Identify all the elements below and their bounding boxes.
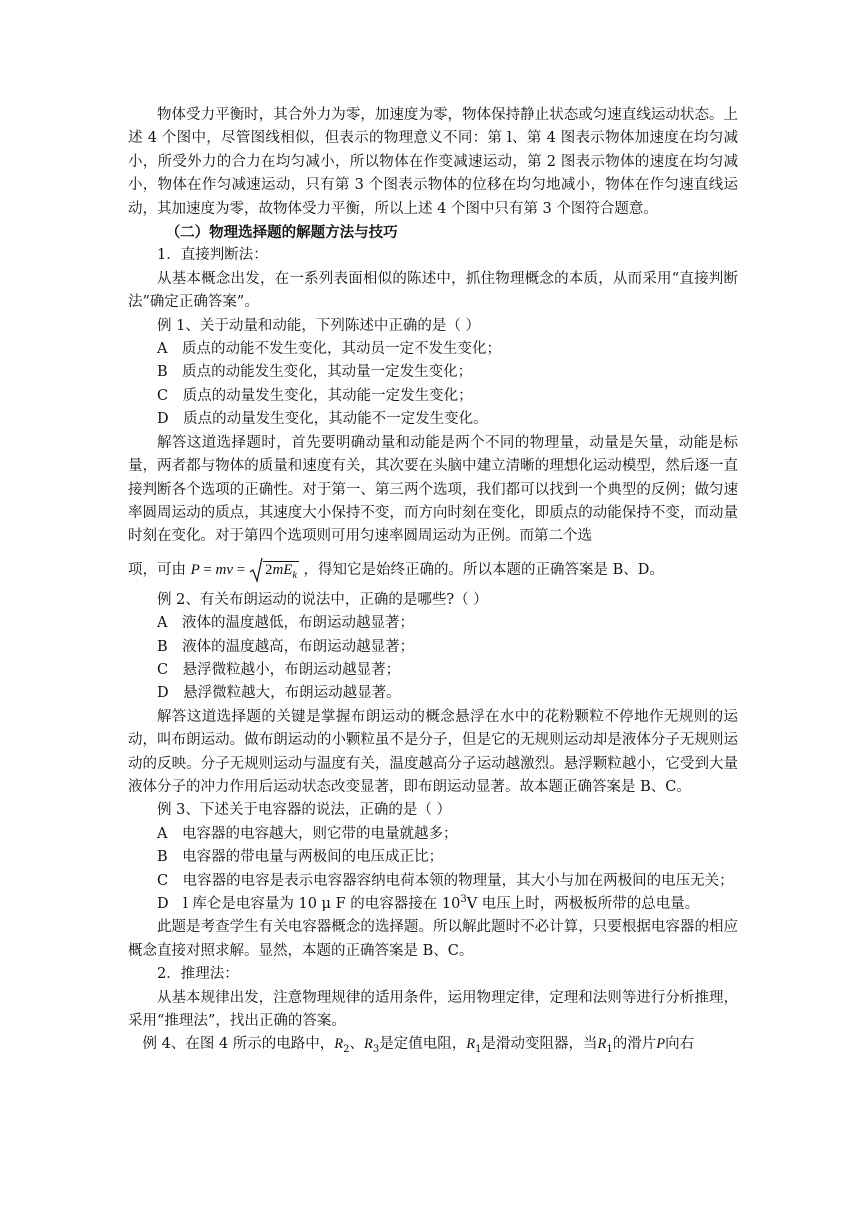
example-2-option-d: D 悬浮微粒越大，布朗运动越显著。 <box>157 685 401 702</box>
example-1-answer: 解答这道选择题时，首先要明确动量和动能是两个不同的物理量，动量是矢量，动能是标量，两者都与物体的质量和速度有关，其次要在头脑中建立清晰的理想化运动模型，然后逐一直接判断各个选项的正确性。对于第一、第三两个选项，我们都可以找到一个典型的反例；做匀速率圆周运动的质点，其速度大小保持不变，而方向时刻在变化，即质点的动能保持不变，而动量时刻在变化。对于第四个选项则可用匀速率圆周运动为正例。而第二个选 <box>128 434 738 545</box>
formula-suffix: ，得知它是始终正确的。所以本题的正确答案是 B、D。 <box>303 561 664 578</box>
section-heading: （二）物理选择题的解题方法与技巧 <box>165 224 398 242</box>
method-1-title: 1．直接判断法： <box>157 247 268 264</box>
example-3-option-b: B 电容器的带电量与两极间的电压成正比； <box>157 849 444 866</box>
example-2-option-c: C 悬浮微粒越小，布朗运动越显著； <box>157 661 401 678</box>
example-1-option-b: B 质点的动能发生变化，其动量一定发生变化； <box>157 364 473 381</box>
example-2-option-a: A 液体的温度越低，布朗运动越显著； <box>157 615 414 632</box>
example-3-option-a: A 电容器的电容越大，则它带的电量就越多； <box>157 825 458 842</box>
example-3-option-c: C 电容器的电容是表示电容器容纳电荷本领的物理量，其大小与加在两极间的电压无关； <box>157 872 734 889</box>
example-1-option-a: A 质点的动能不发生变化，其动员一定不发生变化； <box>157 341 501 358</box>
method-2-description: 从基本规律出发，注意物理规律的适用条件，运用物理定律，定理和法则等进行分析推理，采用“推理法”，找出正确的答案。 <box>128 989 738 1030</box>
example-1-option-c: C 质点的动量发生变化，其动能一定发生变化； <box>157 387 473 404</box>
example-4-question: 例 4、在图 4 所示的电路中，$R_2$、$R_3$是定值电阻，$R_1$是滑动变阻器，当$R_1$的滑片P向右 <box>142 1036 695 1056</box>
method-1-description: 从基本概念出发，在一系列表面相似的陈述中，抓住物理概念的本质，从而采用“直接判断法”确定正确答案”。 <box>128 270 738 311</box>
example-3-answer: 此题是考查学生有关电容器概念的选择题。所以解此题时不必计算，只要根据电容器的相应概念直接对照求解。显然，本题的正确答案是 B、C。 <box>128 919 738 959</box>
method-2-title: 2．推理法： <box>157 966 239 983</box>
example-2-option-b: B 液体的温度越高，布朗运动越显著； <box>157 638 415 655</box>
example-3-question: 例 3、下述关于电容器的说法，正确的是（ ） <box>157 802 451 819</box>
momentum-energy-formula: P = mv = $2mE_k$ <box>191 555 299 585</box>
formula-prefix: 项，可由 <box>128 561 186 578</box>
example-1-option-d: D 质点的动量发生变化，其动能不一定发生变化。 <box>157 411 488 428</box>
paragraph-force-balance: 物体受力平衡时，其合外力为零，加速度为零，物体保持静止状态或匀速直线运动状态。上述 4 个图中，尽管图线相似，但表示的物理意义不同：第 l、第 4 图表示物体加速度在均匀减小，所受外力的合力在均匀减小，所以物体在作变减速运动，第 2 图表示物体的速度在均匀减小，物体在作匀减速运动，只有第 3 个图表示物体的位移在均匀地减小，物体在作匀速直线运动，其加速度为零，故物体受力平衡，所以上述 4 个图中只有第 3 个图符合题意。 <box>128 107 738 217</box>
sqrt-sign-icon <box>249 557 263 583</box>
document-page <box>128 104 738 1057</box>
example-3-option-d: D l 库仑是电容量为 10 μ F 的电容器接在 $10^3V$ 电压上时，两极板所带的总电量。 <box>157 894 700 912</box>
example-2-question: 例 2、有关布朗运动的说法中，正确的是哪些?（ ） <box>157 591 488 608</box>
example-1-formula-line <box>128 555 738 585</box>
example-2-answer: 解答这道选择题的关键是掌握布朗运动的概念悬浮在水中的花粉颗粒不停地作无规则的运动，叫布朗运动。做布朗运动的小颗粒虽不是分子，但是它的无规则运动却是液体分子无规则运动的反映。分子无规则运动与温度有关，温度越高分子运动越激烈。悬浮颗粒越小，它受到大量液体分子的冲力作用后运动状态改变显著，即布朗运动显著。故本题正确答案是 B、C。 <box>128 708 738 795</box>
example-1-question: 例 1、关于动量和动能，下列陈述中正确的是（ ） <box>157 317 480 334</box>
